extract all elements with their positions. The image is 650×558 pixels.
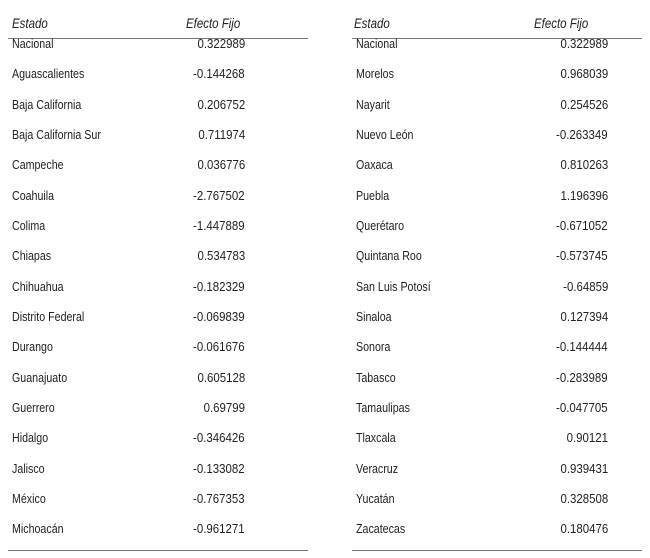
estado-cell: Sinaloa xyxy=(356,309,392,324)
efecto-fijo-cell: 0.036776 xyxy=(197,157,245,172)
efecto-fijo-cell: 0.939431 xyxy=(560,461,608,476)
table-row xyxy=(352,155,642,175)
estado-cell: Hidalgo xyxy=(12,430,49,445)
efecto-fijo-cell: 0.180476 xyxy=(560,521,608,536)
estado-cell: Quintana Roo xyxy=(356,248,422,263)
table-row xyxy=(8,155,308,175)
efecto-fijo-cell: -0.047705 xyxy=(556,400,608,415)
estado-cell: Coahuila xyxy=(12,188,55,203)
efecto-fijo-cell: 0.322989 xyxy=(197,36,245,51)
table-row xyxy=(8,64,308,84)
estado-cell: Puebla xyxy=(356,188,390,203)
efecto-fijo-cell: -0.133082 xyxy=(193,461,245,476)
estado-cell: Michoacán xyxy=(12,521,64,536)
table-row xyxy=(352,125,642,145)
estado-header: Estado xyxy=(12,15,48,31)
efecto-fijo-cell: -0.263349 xyxy=(556,127,608,142)
table-row xyxy=(352,307,642,327)
estado-cell: San Luis Potosí xyxy=(356,279,431,294)
table-row xyxy=(352,459,642,479)
table-row xyxy=(8,368,308,388)
table-row xyxy=(352,34,642,54)
efecto-fijo-cell: 0.90121 xyxy=(566,430,608,445)
estado-header: Estado xyxy=(354,15,390,31)
table-row xyxy=(8,216,308,236)
estado-cell: Nuevo León xyxy=(356,127,414,142)
efecto-fijo-cell: -0.283989 xyxy=(556,370,608,385)
table-row xyxy=(352,368,642,388)
estado-cell: Nacional xyxy=(12,36,54,51)
table-row xyxy=(8,398,308,418)
efecto-fijo-header: Efecto Fijo xyxy=(186,15,241,31)
table-row xyxy=(8,307,308,327)
table-row xyxy=(8,337,308,357)
estado-cell: Morelos xyxy=(356,66,394,81)
estado-cell: Yucatán xyxy=(356,491,395,506)
table-row xyxy=(8,519,308,539)
efecto-fijo-cell: -0.144444 xyxy=(556,339,608,354)
efecto-fijo-cell: -0.767353 xyxy=(193,491,245,506)
efecto-fijo-cell: -1.447889 xyxy=(193,218,245,233)
estado-cell: Tlaxcala xyxy=(356,430,396,445)
table-row xyxy=(8,246,308,266)
efecto-fijo-cell: 0.968039 xyxy=(560,66,608,81)
efecto-fijo-cell: 0.810263 xyxy=(560,157,608,172)
efecto-fijo-cell: 0.711974 xyxy=(198,127,245,142)
efecto-fijo-cell: 0.328508 xyxy=(560,491,608,506)
efecto-fijo-cell: 0.254526 xyxy=(560,97,608,112)
efecto-fijo-cell: 1.196396 xyxy=(560,188,608,203)
right-table xyxy=(352,8,642,536)
table-row xyxy=(352,337,642,357)
estado-cell: Nacional xyxy=(356,36,398,51)
left-table xyxy=(8,8,308,536)
table-row xyxy=(352,398,642,418)
table-row xyxy=(352,519,642,539)
table-row xyxy=(8,277,308,297)
estado-cell: Guerrero xyxy=(12,400,55,415)
efecto-fijo-cell: -0.961271 xyxy=(193,521,245,536)
estado-cell: Colima xyxy=(12,218,46,233)
estado-cell: Chiapas xyxy=(12,248,52,263)
efecto-fijo-cell: 0.534783 xyxy=(197,248,245,263)
estado-cell: Baja California xyxy=(12,97,82,112)
estado-cell: Tamaulipas xyxy=(356,400,410,415)
estado-cell: Oaxaca xyxy=(356,157,393,172)
efecto-fijo-cell: 0.322989 xyxy=(560,36,608,51)
efecto-fijo-cell: -0.64859 xyxy=(562,279,608,294)
table-row xyxy=(352,216,642,236)
table-row xyxy=(352,95,642,115)
table-row xyxy=(352,64,642,84)
estado-cell: Aguascalientes xyxy=(12,66,85,81)
right-bottom-rule xyxy=(352,550,642,551)
efecto-fijo-cell: -0.061676 xyxy=(193,339,245,354)
table-row xyxy=(352,428,642,448)
left-bottom-rule xyxy=(8,550,308,551)
table-row xyxy=(352,186,642,206)
table-row xyxy=(8,186,308,206)
table-row xyxy=(352,277,642,297)
estado-cell: Querétaro xyxy=(356,218,405,233)
table-row xyxy=(8,459,308,479)
efecto-fijo-cell: 0.206752 xyxy=(197,97,245,112)
efecto-fijo-cell: -0.069839 xyxy=(193,309,245,324)
estado-cell: Chihuahua xyxy=(12,279,64,294)
efecto-fijo-cell: 0.605128 xyxy=(197,370,245,385)
table-row xyxy=(8,489,308,509)
estado-cell: Nayarit xyxy=(356,97,390,112)
table-row xyxy=(8,34,308,54)
efecto-fijo-cell: -0.671052 xyxy=(556,218,608,233)
estado-cell: Distrito Federal xyxy=(12,309,85,324)
estado-cell: Guanajuato xyxy=(12,370,68,385)
estado-cell: Tabasco xyxy=(356,370,396,385)
efecto-fijo-cell: -0.144268 xyxy=(193,66,245,81)
efecto-fijo-cell: -2.767502 xyxy=(193,188,245,203)
estado-cell: México xyxy=(12,491,46,506)
estado-cell: Campeche xyxy=(12,157,64,172)
efecto-fijo-cell: 0.69799 xyxy=(203,400,245,415)
efecto-fijo-cell: -0.346426 xyxy=(193,430,245,445)
efecto-fijo-header: Efecto Fijo xyxy=(534,15,589,31)
efecto-fijo-cell: -0.182329 xyxy=(193,279,245,294)
table-row xyxy=(352,489,642,509)
efecto-fijo-cell: -0.573745 xyxy=(556,248,608,263)
estado-cell: Sonora xyxy=(356,339,391,354)
table-row xyxy=(352,246,642,266)
estado-cell: Zacatecas xyxy=(356,521,406,536)
estado-cell: Durango xyxy=(12,339,53,354)
estado-cell: Baja California Sur xyxy=(12,127,101,142)
estado-cell: Veracruz xyxy=(356,461,399,476)
table-row xyxy=(8,95,308,115)
table-row xyxy=(8,428,308,448)
table-row xyxy=(8,125,308,145)
efecto-fijo-cell: 0.127394 xyxy=(560,309,608,324)
estado-cell: Jalisco xyxy=(12,461,45,476)
